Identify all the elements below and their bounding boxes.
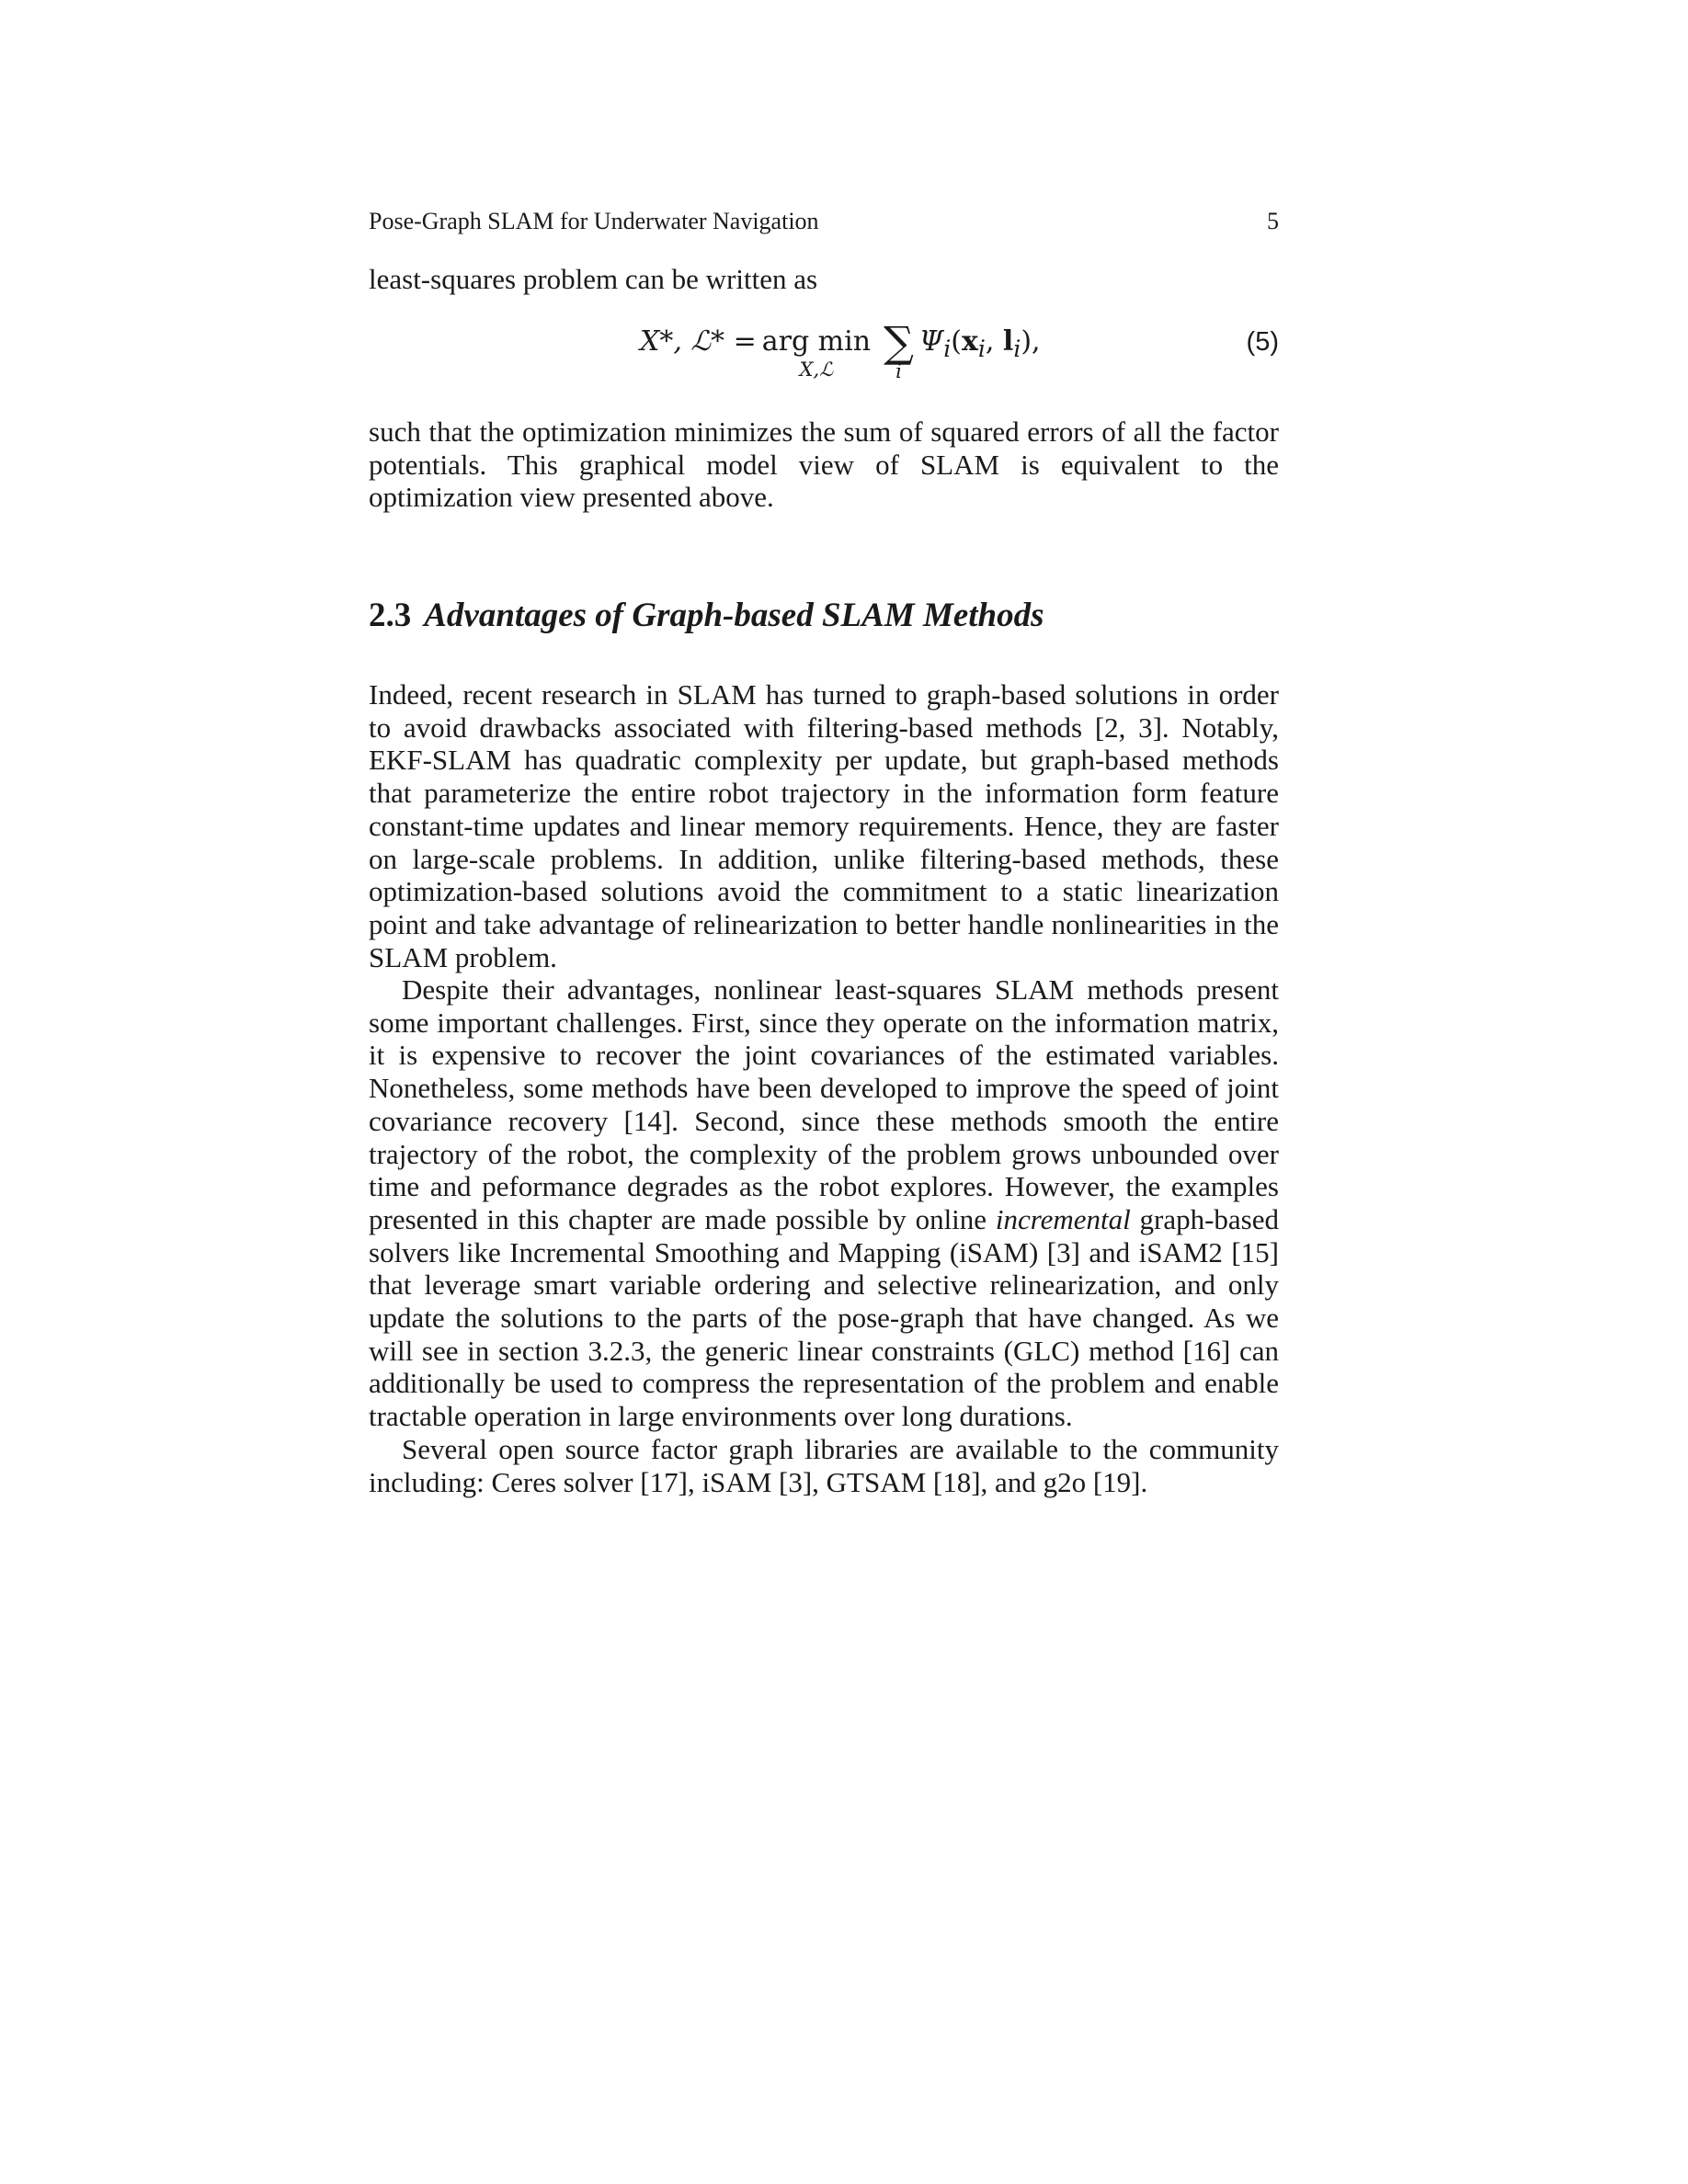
paragraph-2-text-after: graph-based solvers like Incremental Smoothing and Mapping (iSAM) [3] and iSAM2 [15] that leverage smart variable ordering and selective relinearization, and only update the solutions to the parts of the pose-graph that have changed. As we will see in section 3.2.3, the generic linear constraints (GLC) method [16] can additionally be used to compress the representation of the problem and enable tractable operation in large environments over long durations. [369,1202,1279,1433]
term-function-subscript: i [943,336,952,362]
intro-paragraph: least-squares problem can be written as [369,263,818,295]
section-heading [369,596,1279,636]
term-comma: , [985,325,1003,358]
running-head-title: Pose-Graph SLAM for Underwater Navigation [369,208,819,234]
section-paragraph-3: Several open source factor graph libraries are available to the community including: Ceres solver [17], iSAM [3], GTSAM [18], and g2o [19]. [369,1433,1279,1498]
term-x: x [961,325,978,358]
term-function: Ψ [918,325,944,358]
after-equation-paragraph: such that the optimization minimizes the sum of squared errors of all the factor potentials. This graphical model view of SLAM is equivalent to the optimization view presented above. [369,415,1279,514]
summation-subscript: i [895,360,902,382]
document-page [369,0,1279,2184]
summation-operator [884,317,914,382]
summation-symbol: ∑ [884,317,914,367]
section-title: Advantages of Graph-based SLAM Methods [424,597,1044,634]
equation-lhs: X*, ℒ* = [640,325,757,358]
section-paragraph-2 [369,973,1279,1433]
section-paragraph-1: Indeed, recent research in SLAM has turned to graph-based solutions in order to avoid drawbacks associated with filtering-based methods [2, 3]. Notably, EKF-SLAM has quadratic complexity per update, but graph-based methods that parameterize the entire robot trajectory in the information form feature constant-time updates and linear memory requirements. Hence, they are faster on large-scale problems. In addition, unlike filtering-based methods, these optimization-based solutions avoid the commitment to a static linearization point and take advantage of relinearization to better handle nonlinearities in the SLAM problem. [369,678,1279,973]
equation-5 [369,317,1279,397]
equation-number: (5) [1246,327,1279,357]
term-close-paren: ), [1021,325,1041,358]
term-x-subscript: i [977,336,986,362]
term-l: l [1002,325,1014,358]
paragraph-2-text-before: Despite their advantages, nonlinear least-squares SLAM methods present some important challenges. First, since they operate on the information matrix, it is expensive to recover the joint covariances of the estimated variables. Nonetheless, some methods have been developed to improve the speed of joint covariance recovery [14]. Second, since these methods smooth the entire trajectory of the robot, the complexity of the problem grows unbounded over time and peformance degrades as the robot explores. However, the examples presented in this chapter are made possible by online [369,973,1279,1235]
running-head [369,206,1279,237]
equation-term [919,324,1041,368]
section-number: 2.3 [369,597,412,634]
term-open-paren: ( [951,325,962,358]
argmin-operator [762,324,871,379]
argmin-subscript: X,ℒ [799,358,834,381]
paragraph-2-emphasis: incremental [995,1202,1131,1235]
term-l-subscript: i [1013,336,1021,362]
equation-body [640,317,1041,382]
page-number: 5 [1267,208,1279,234]
argmin-label: arg min [761,325,872,358]
